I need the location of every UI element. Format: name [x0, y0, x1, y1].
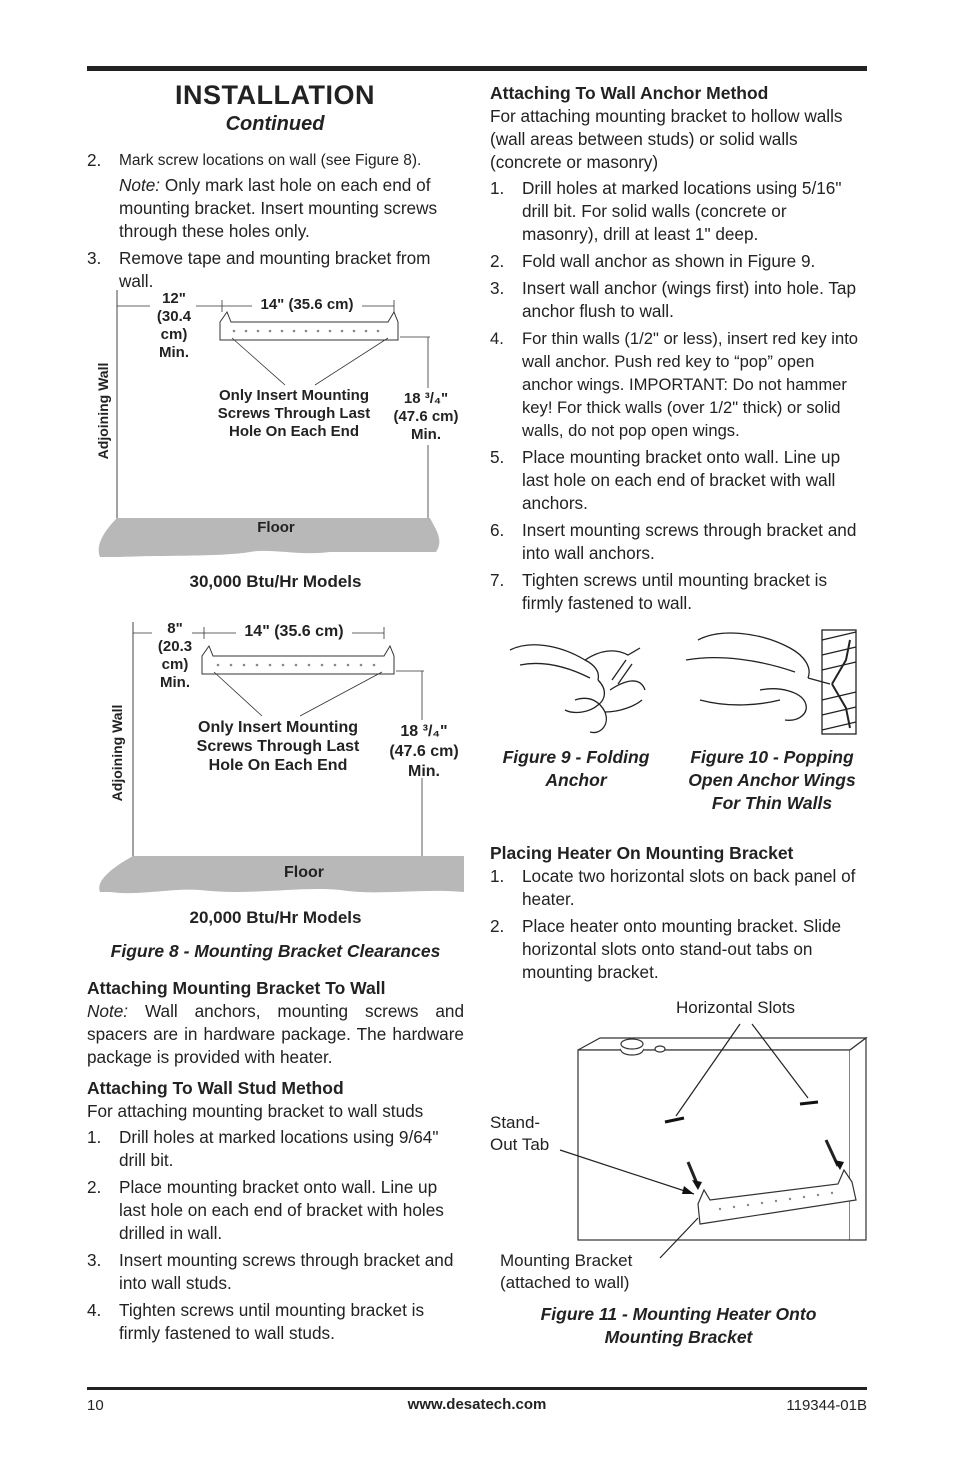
list-number: 2.: [490, 251, 505, 271]
callout-line: Hole On Each End: [228, 423, 360, 440]
list-number: 5.: [490, 447, 505, 467]
dim-line: Min.: [411, 426, 441, 443]
callout-line: Hole On Each End: [208, 757, 348, 774]
dim-line: 18 ³/₄": [400, 723, 448, 740]
fig8b-floor-label: Floor: [284, 864, 324, 881]
attach-heading: Attaching Mounting Bracket To Wall: [87, 978, 386, 998]
list-text: Insert wall anchor (wings first) into hole. Tap anchor flush to wall.: [522, 278, 857, 321]
fig8b-width-dim: 14" (35.6 cm): [244, 623, 344, 640]
anchor-intro: For attaching mounting bracket to hollow walls (wall areas between studs) or solid walls (concrete or masonry): [490, 106, 843, 172]
caption-line: Open Anchor Wings: [688, 770, 856, 790]
list-number: 3.: [87, 248, 102, 268]
list-number: 1.: [87, 1127, 102, 1147]
callout-line: Screws Through Last: [217, 405, 371, 422]
callout-line: Only Insert Mounting: [198, 719, 358, 736]
dim-line: Min.: [160, 674, 190, 691]
list-text: Locate two horizontal slots on back panel of heater.: [522, 866, 856, 909]
dim-line: cm): [160, 326, 188, 343]
dim-line: 12": [162, 290, 186, 307]
fig8a-floor-label: Floor: [257, 519, 295, 536]
step2-text: Mark screw locations on wall (see Figure 8).: [119, 152, 422, 169]
placing-heading: Placing Heater On Mounting Bracket: [490, 843, 794, 863]
list-number: 6.: [490, 520, 505, 540]
tab-label: [490, 1112, 549, 1156]
list-text: Tighten screws until mounting bracket is firmly fastened to wall studs.: [119, 1300, 425, 1343]
label-line: Mounting Bracket: [500, 1251, 633, 1270]
step2-note: Only mark last hole on each end of mounting bracket. Insert mounting screws through these holes only.: [119, 175, 438, 241]
list-number: 2.: [87, 1177, 102, 1197]
stud-intro: For attaching mounting bracket to wall studs: [87, 1101, 424, 1121]
list-number: 2.: [87, 150, 102, 170]
section-title: INSTALLATION: [175, 80, 375, 110]
caption-line: Figure 11 - Mounting Heater Onto: [540, 1304, 817, 1324]
caption-line: Mounting Bracket: [604, 1327, 753, 1347]
dim-line: (30.4: [156, 308, 192, 325]
list-number: 4.: [87, 1300, 102, 1320]
slots-label: Horizontal Slots: [676, 998, 796, 1017]
list-number: 7.: [490, 570, 505, 590]
dim-line: cm): [161, 656, 189, 673]
fig8a-wall-label: Adjoining Wall: [95, 362, 111, 460]
bracket-label: [500, 1250, 632, 1294]
fig8a-model-label: 30,000 Btu/Hr Models: [189, 572, 362, 591]
section-subtitle: Continued: [225, 113, 325, 135]
fig8a-width-dim: 14" (35.6 cm): [260, 296, 354, 313]
dim-line: 18 ³/₄": [403, 390, 449, 407]
label-line: (attached to wall): [500, 1273, 630, 1292]
list-text: Insert mounting screws through bracket and into wall studs.: [119, 1250, 454, 1293]
callout-line: Screws Through Last: [196, 738, 360, 755]
list-number: 3.: [87, 1250, 102, 1270]
label-line: Stand-: [490, 1113, 541, 1132]
list-text: Fold wall anchor as shown in Figure 9.: [522, 251, 816, 271]
list-text: Tighten screws until mounting bracket is firmly fastened to wall.: [522, 570, 828, 613]
fig8b-model-label: 20,000 Btu/Hr Models: [189, 908, 362, 927]
dim-line: (47.6 cm): [393, 408, 459, 425]
caption-line: Figure 10 - Popping: [690, 747, 854, 767]
list-number: 2.: [490, 916, 505, 936]
attach-note: Wall anchors, mounting screws and spacers are in hardware package. The hardware package is provided with heater.: [87, 1001, 464, 1067]
list-text: Drill holes at marked locations using 5/16" drill bit. For solid walls (concrete or masonry), drill at least 1" deep.: [522, 178, 842, 244]
list-number: 3.: [490, 278, 505, 298]
dim-line: Min.: [408, 763, 440, 780]
note-label: Note:: [87, 1001, 129, 1021]
stud-heading: Attaching To Wall Stud Method: [87, 1078, 344, 1098]
fig8-caption: Figure 8 - Mounting Bracket Clearances: [110, 941, 441, 961]
note-label: Note:: [119, 175, 161, 195]
label-line: Out Tab: [490, 1135, 550, 1154]
list-number: 1.: [490, 178, 505, 198]
caption-line: Figure 9 - Folding: [502, 747, 650, 767]
list-text: Place heater onto mounting bracket. Slide horizontal slots onto stand-out tabs on mounting bracket.: [522, 916, 842, 982]
list-text: For thin walls (1/2" or less), insert red key into wall anchor. Push red key to “pop” open anchor wings. IMPORTANT: Do not hammer key! For thick walls (over 1/2" thick) or solid walls, do not pop open wings.: [522, 329, 859, 440]
caption-line: For Thin Walls: [711, 793, 833, 813]
dim-line: (20.3: [157, 638, 193, 655]
list-text: Place mounting bracket onto wall. Line up last hole on each end of bracket with holes drilled in wall.: [119, 1177, 444, 1243]
footer-url[interactable]: www.desatech.com: [407, 1396, 547, 1413]
list-number: 1.: [490, 866, 505, 886]
doc-code: 119344-01B: [786, 1397, 867, 1414]
callout-line: Only Insert Mounting: [219, 387, 369, 404]
fig11-caption: [490, 1303, 867, 1349]
list-number: 4.: [490, 329, 504, 348]
list-text: Insert mounting screws through bracket and into wall anchors.: [522, 520, 857, 563]
step3-text: Remove tape and mounting bracket from wall.: [119, 248, 431, 291]
page-number: 10: [87, 1397, 104, 1414]
dim-line: Min.: [159, 344, 189, 361]
anchor-heading: Attaching To Wall Anchor Method: [490, 83, 769, 103]
fig8b-wall-label: Adjoining Wall: [109, 704, 125, 802]
list-text: Place mounting bracket onto wall. Line up last hole on each end of bracket with wall anchors.: [522, 447, 841, 513]
dim-line: (47.6 cm): [389, 743, 459, 760]
caption-line: Anchor: [545, 770, 607, 790]
dim-line: 8": [167, 620, 183, 637]
list-text: Drill holes at marked locations using 9/64" drill bit.: [119, 1127, 439, 1170]
